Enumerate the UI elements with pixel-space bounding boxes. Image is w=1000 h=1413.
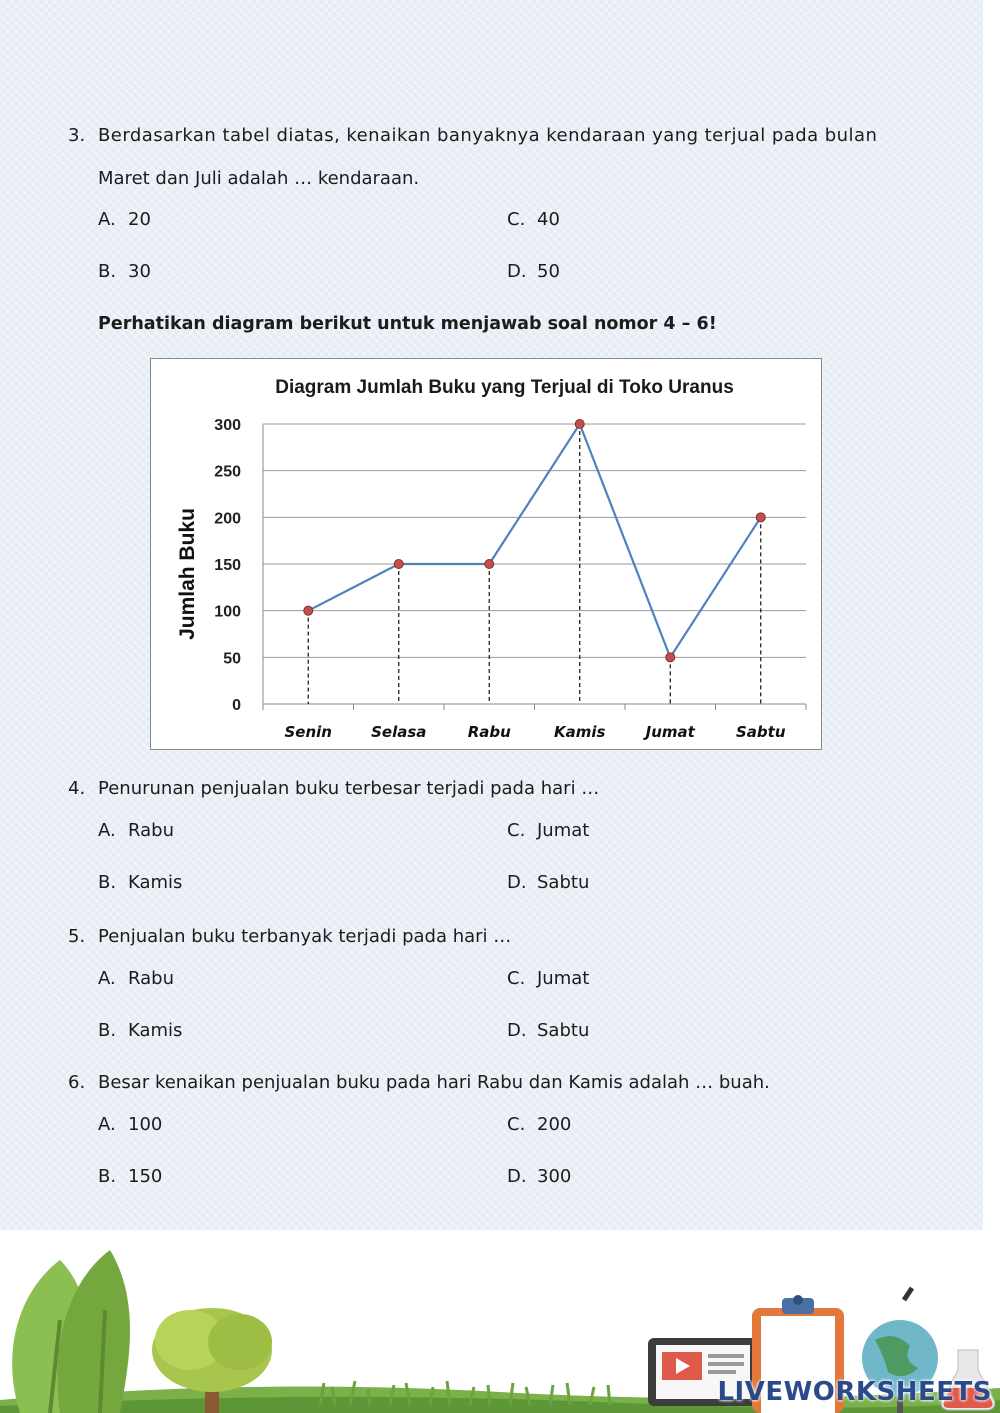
- data-point: [485, 560, 494, 569]
- question-number: 6.: [68, 1072, 86, 1093]
- x-tick-label: Selasa: [371, 723, 427, 741]
- chart-canvas: [151, 359, 821, 749]
- x-tick-label: Rabu: [467, 723, 511, 741]
- data-point: [666, 653, 675, 662]
- y-tick-label: 100: [214, 603, 241, 621]
- option-c[interactable]: C. Jumat: [507, 968, 590, 989]
- instruction-text: Perhatikan diagram berikut untuk menjawab soal nomor 4 – 6!: [98, 314, 717, 334]
- option-b[interactable]: B. 150: [98, 1166, 163, 1187]
- option-c[interactable]: C. Jumat: [507, 820, 590, 841]
- data-point: [756, 513, 765, 522]
- y-tick-label: 300: [214, 417, 241, 434]
- question-number: 3.: [68, 125, 86, 146]
- series-line: [308, 424, 761, 657]
- data-point: [304, 606, 313, 615]
- option-a[interactable]: A. Rabu: [98, 968, 174, 989]
- option-a[interactable]: A. 100: [98, 1114, 163, 1135]
- y-axis-label: Jumlah Buku: [176, 508, 199, 640]
- plant-icon: [12, 1250, 130, 1413]
- chart-title: Diagram Jumlah Buku yang Terjual di Toko Uranus: [275, 377, 734, 398]
- option-d[interactable]: D. Sabtu: [507, 1020, 590, 1041]
- option-a[interactable]: A. Rabu: [98, 820, 174, 841]
- data-point: [394, 560, 403, 569]
- option-b[interactable]: B. Kamis: [98, 872, 183, 893]
- option-c[interactable]: C. 200: [507, 1114, 572, 1135]
- y-tick-label: 200: [214, 510, 241, 528]
- question-text: Berdasarkan tabel diatas, kenaikan banyaknya kendaraan yang terjual pada bulan: [98, 125, 878, 146]
- y-tick-label: 150: [214, 557, 241, 574]
- x-tick-label: Senin: [284, 723, 332, 741]
- option-d[interactable]: D. Sabtu: [507, 872, 590, 893]
- liveworksheets-logo: LIVEWORKSHEETS: [717, 1377, 992, 1407]
- option-d[interactable]: D. 300: [507, 1166, 572, 1187]
- option-a[interactable]: A. 20: [98, 209, 151, 230]
- x-tick-label: Jumat: [645, 723, 695, 741]
- x-tick-label: Kamis: [554, 723, 606, 741]
- data-point: [575, 420, 584, 429]
- x-tick-label: Sabtu: [735, 723, 786, 741]
- question-text-continued: Maret dan Juli adalah … kendaraan.: [98, 168, 420, 189]
- option-b[interactable]: B. Kamis: [98, 1020, 183, 1041]
- question-text: Penjualan buku terbanyak terjadi pada hari …: [98, 926, 512, 947]
- option-d[interactable]: D. 50: [507, 261, 560, 282]
- option-c[interactable]: C. 40: [507, 209, 560, 230]
- y-tick-label: 50: [223, 650, 241, 668]
- question-text: Besar kenaikan penjualan buku pada hari Rabu dan Kamis adalah … buah.: [98, 1072, 770, 1093]
- question-number: 4.: [68, 778, 86, 799]
- y-tick-label: 0: [232, 697, 241, 714]
- footer-decoration: [0, 1230, 1000, 1413]
- question-text: Penurunan penjualan buku terbesar terjadi pada hari …: [98, 778, 600, 799]
- option-b[interactable]: B. 30: [98, 261, 151, 282]
- y-tick-label: 250: [214, 463, 241, 481]
- line-chart: [150, 358, 822, 750]
- question-number: 5.: [68, 926, 86, 947]
